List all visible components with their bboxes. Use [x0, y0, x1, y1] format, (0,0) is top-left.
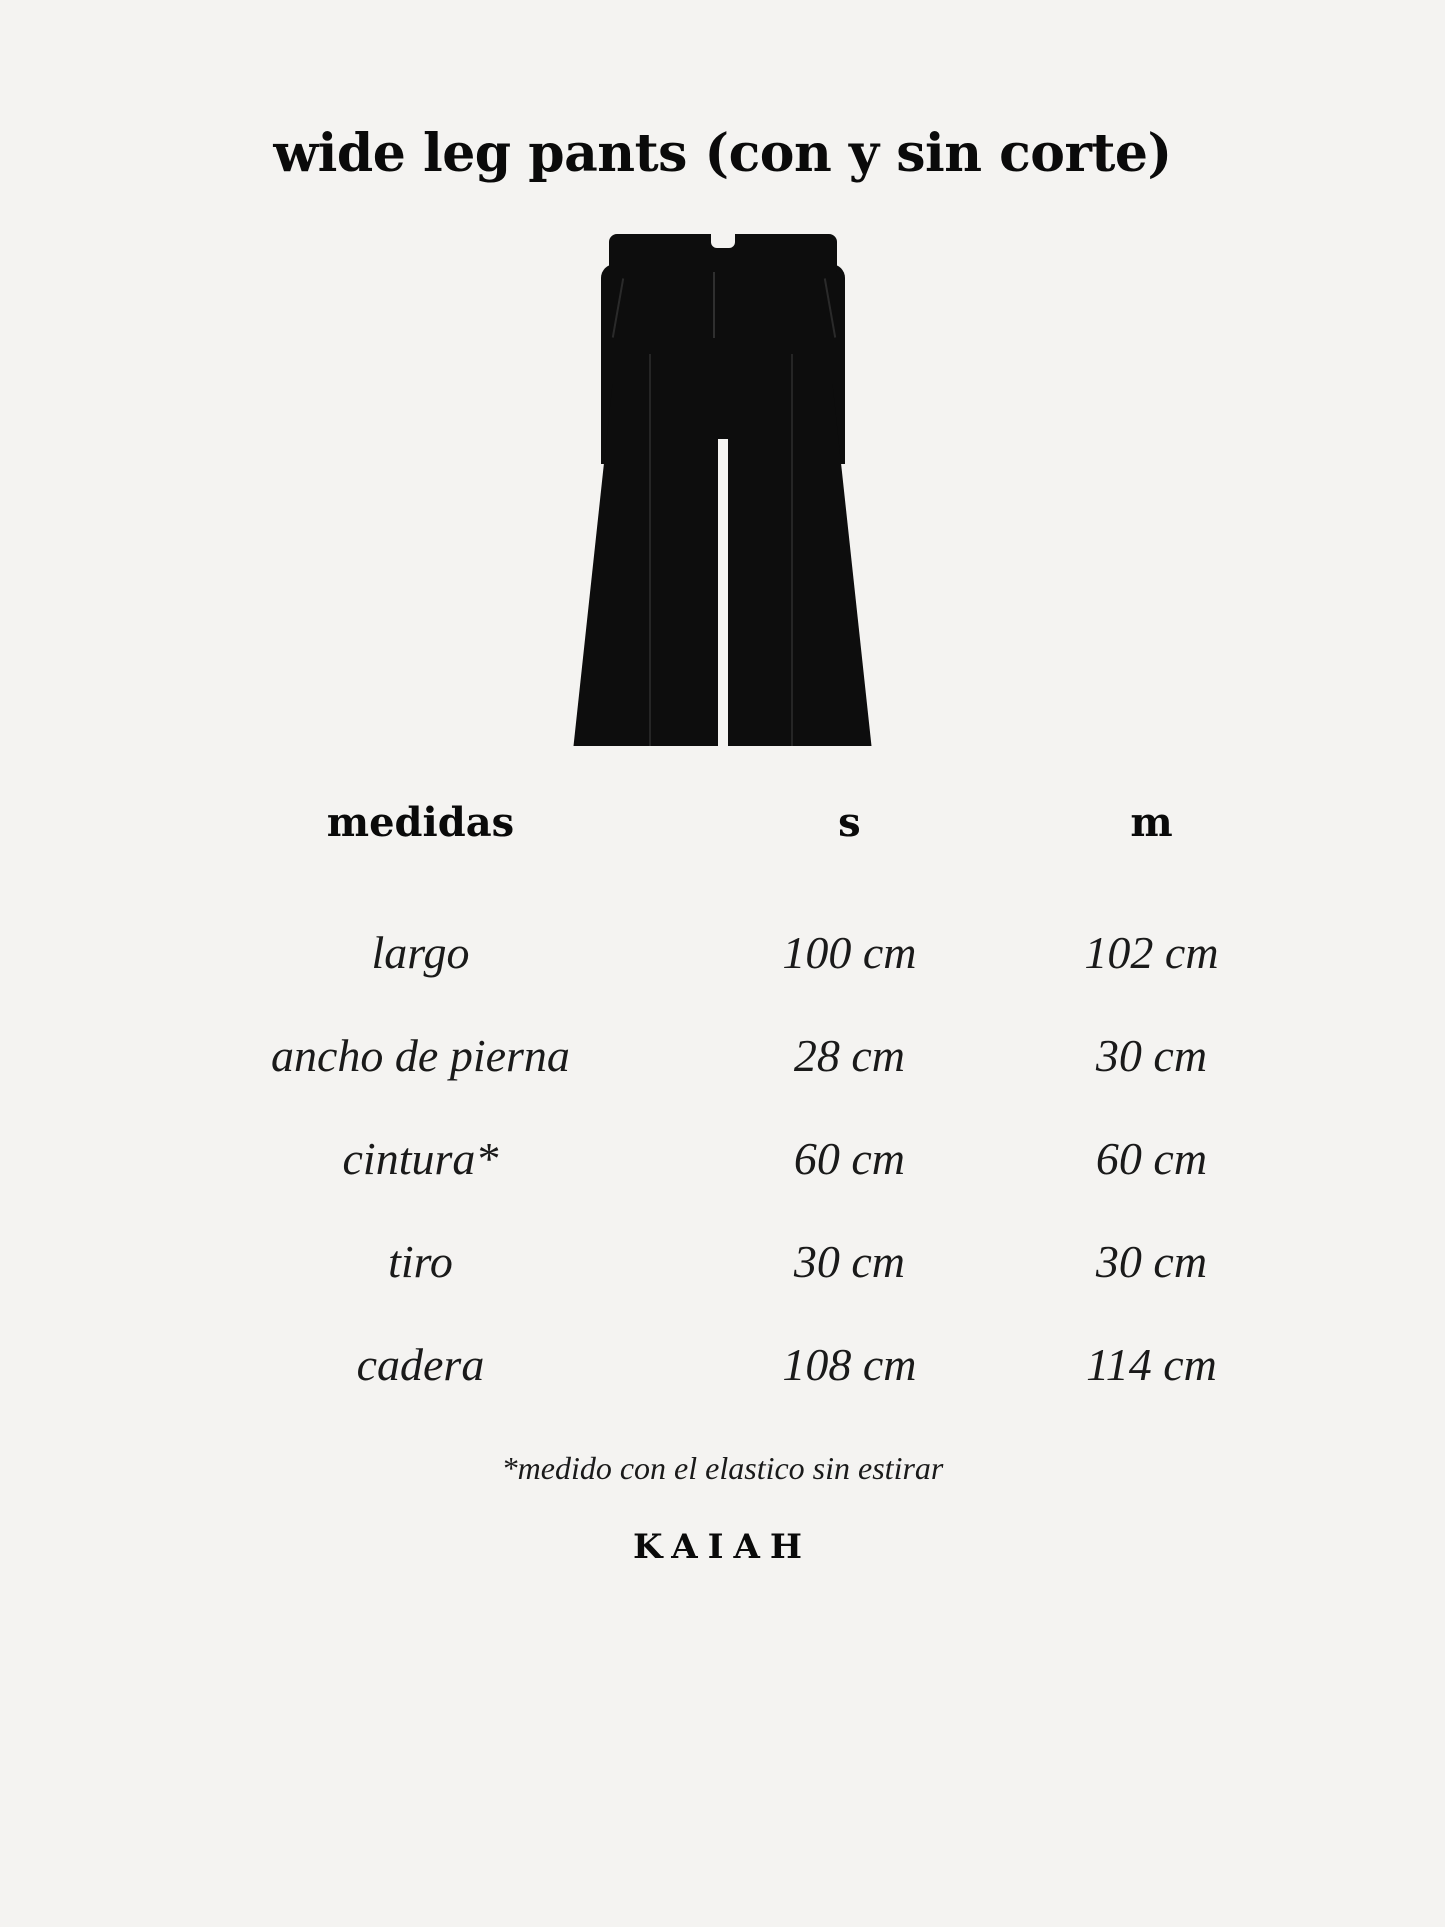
pants-waist-notch	[711, 234, 735, 248]
cell-measure-name: cadera	[356, 1339, 485, 1390]
cell-measure-name: largo	[371, 927, 470, 978]
measurements-table	[143, 798, 1303, 1416]
cell-size-s: 100 cm	[782, 927, 917, 978]
table-header	[143, 798, 1303, 860]
pants-illustration-icon	[563, 234, 883, 746]
cell-measure-name: ancho de pierna	[270, 1030, 570, 1081]
table-body	[143, 860, 1303, 1416]
column-header-size-m: m	[1130, 799, 1173, 846]
column-header-size-s: s	[838, 799, 861, 846]
cell-size-m: 114 cm	[1086, 1339, 1217, 1390]
cell-measure-name: cintura*	[342, 1133, 499, 1184]
cell-size-m: 60 cm	[1095, 1133, 1208, 1184]
cell-size-s: 30 cm	[793, 1236, 905, 1287]
table-row	[143, 1210, 1303, 1313]
page-title: wide leg pants (con y sin corte)	[273, 123, 1172, 184]
cell-measure-name: tiro	[388, 1236, 453, 1287]
pants-left-crease-line	[649, 354, 651, 746]
product-image	[563, 234, 883, 746]
column-header-measure: medidas	[326, 799, 515, 846]
table-header-row	[143, 798, 1303, 860]
cell-size-m: 102 cm	[1084, 927, 1219, 978]
pants-right-crease-line	[791, 354, 793, 746]
cell-size-s: 108 cm	[782, 1339, 917, 1390]
pants-left-leg-shape	[571, 384, 721, 746]
table-row	[143, 860, 1303, 1004]
cell-size-s: 28 cm	[793, 1030, 905, 1081]
pants-center-gap	[718, 439, 728, 746]
brand-logo: KAIAH	[633, 1527, 812, 1567]
table-row	[143, 1004, 1303, 1107]
cell-size-m: 30 cm	[1095, 1236, 1208, 1287]
cell-size-s: 60 cm	[793, 1133, 905, 1184]
cell-size-m: 30 cm	[1095, 1030, 1208, 1081]
measurements-table-wrapper	[143, 798, 1303, 1416]
pants-right-leg-shape	[725, 384, 875, 746]
table-row	[143, 1313, 1303, 1416]
pants-fly-line	[713, 272, 715, 338]
table-row	[143, 1107, 1303, 1210]
footnote: *medido con el elastico sin estirar	[501, 1450, 944, 1486]
